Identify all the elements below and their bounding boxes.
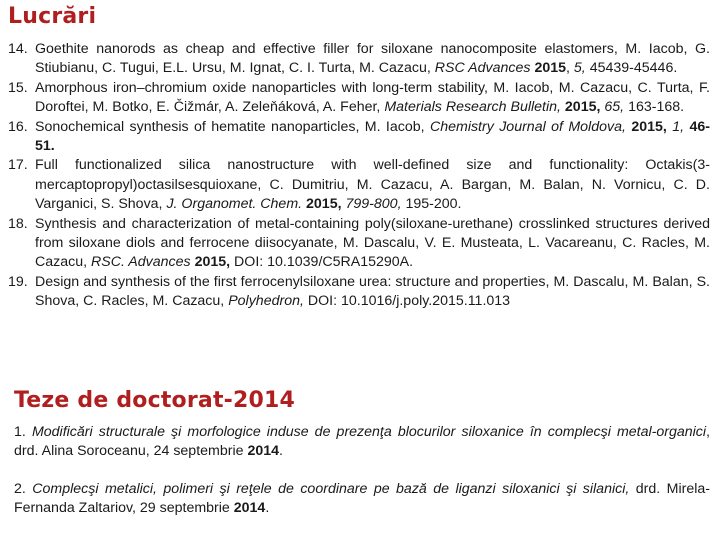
- journal-name: Polyhedron,: [228, 293, 304, 310]
- reference-year: 2015,: [631, 118, 667, 135]
- journal-name: Materials Research Bulletin,: [384, 99, 561, 116]
- reference-list: [8, 40, 710, 312]
- reference-number: 15.: [8, 79, 28, 96]
- thesis-title: Modificări structurale şi morfologice induse de prezenţa blocurilor siloxanice în complecşi metal-organici: [31, 424, 707, 440]
- thesis-item: 1. Modificări structurale şi morfologice induse de prezenţa blocurilor siloxanice în complecşi metal-organici, drd. Alina Soroceanu, 24 septembrie 2014.: [14, 424, 710, 460]
- theses-section-title: Teze de doctorat-2014: [14, 388, 296, 413]
- list-item: 15. Amorphous iron–chromium oxide nanoparticles with long-term stability, M. Iacob, M. Cazacu, C. Turta, F. Doroftei, M. Botko, E. Čižmár, A. Zeleňáková, A. Feher, Materials Research Bulletin, 2015, 65, 163-168.: [8, 79, 710, 116]
- thesis-item: 2. Complecşi metalici, polimeri şi reţele de coordinare pe bază de liganzi siloxanici şi silanici, drd. Mirela-Fernanda Zaltariov, 29 septembrie 2014.: [14, 481, 710, 517]
- reference-year: 2015,: [564, 99, 601, 116]
- journal-name: RSC. Advances: [91, 254, 191, 271]
- works-section-title: Lucrări: [8, 4, 97, 29]
- journal-name: RSC Advances: [434, 60, 531, 77]
- reference-year: 2015,: [194, 254, 231, 271]
- thesis-year: 2014: [233, 500, 266, 517]
- reference-number: 19.: [8, 273, 28, 290]
- journal-name: J. Organomet. Chem.: [166, 196, 303, 213]
- reference-number: 16.: [8, 118, 28, 135]
- thesis-year: 2014: [247, 443, 280, 460]
- reference-number: 18.: [8, 215, 28, 232]
- reference-year: 2015,: [306, 196, 342, 213]
- list-item: 18. Synthesis and characterization of metal-containing poly(siloxane-urethane) crosslinked structures derived from siloxane diols and ferrocene diisocyanate, M. Dascalu, V. E. Musteata, L. Vacareanu, C. Racles, M. Cazacu, RSC. Advances 2015, DOI: 10.1039/C5RA15290A.: [8, 215, 710, 271]
- list-item: 19. Design and synthesis of the first ferrocenylsiloxane urea: structure and properties, M. Dascalu, M. Balan, S. Shova, C. Racles, M. Cazacu, Polyhedron, DOI: 10.1016/j.poly.2015.11.013: [8, 273, 710, 310]
- list-item: 17. Full functionalized silica nanostructure with well-defined size and functionality: Octakis(3-mercaptopropyl)octasilsesquioxane, C. Dumitriu, M. Cazacu, A. Bargan, M. Balan, N. Vornicu, C. D. Varganici, S. Shova, J. Organomet. Chem. 2015, 799-800, 195-200.: [8, 157, 710, 213]
- reference-number: 14.: [8, 41, 28, 57]
- list-item: 14. Goethite nanorods as cheap and effective filler for siloxane nanocomposite elastomers, M. Iacob, G. Stiubianu, C. Tugui, E.L. Ursu, M. Ignat, C. I. Turta, M. Cazacu, RSC Advances 2015, 5, 45439-45446.: [8, 41, 710, 77]
- thesis-title: Complecşi metalici, polimeri şi reţele de coordinare pe bază de liganzi siloxanici şi silanici,: [32, 481, 630, 497]
- journal-name: Chemistry Journal of Moldova,: [429, 118, 626, 135]
- list-item: 16. Sonochemical synthesis of hematite nanoparticles, M. Iacob, Chemistry Journal of Moldova, 2015, 1, 46-51.: [8, 118, 710, 155]
- reference-year: 2015: [534, 60, 566, 77]
- reference-number: 17.: [8, 157, 28, 174]
